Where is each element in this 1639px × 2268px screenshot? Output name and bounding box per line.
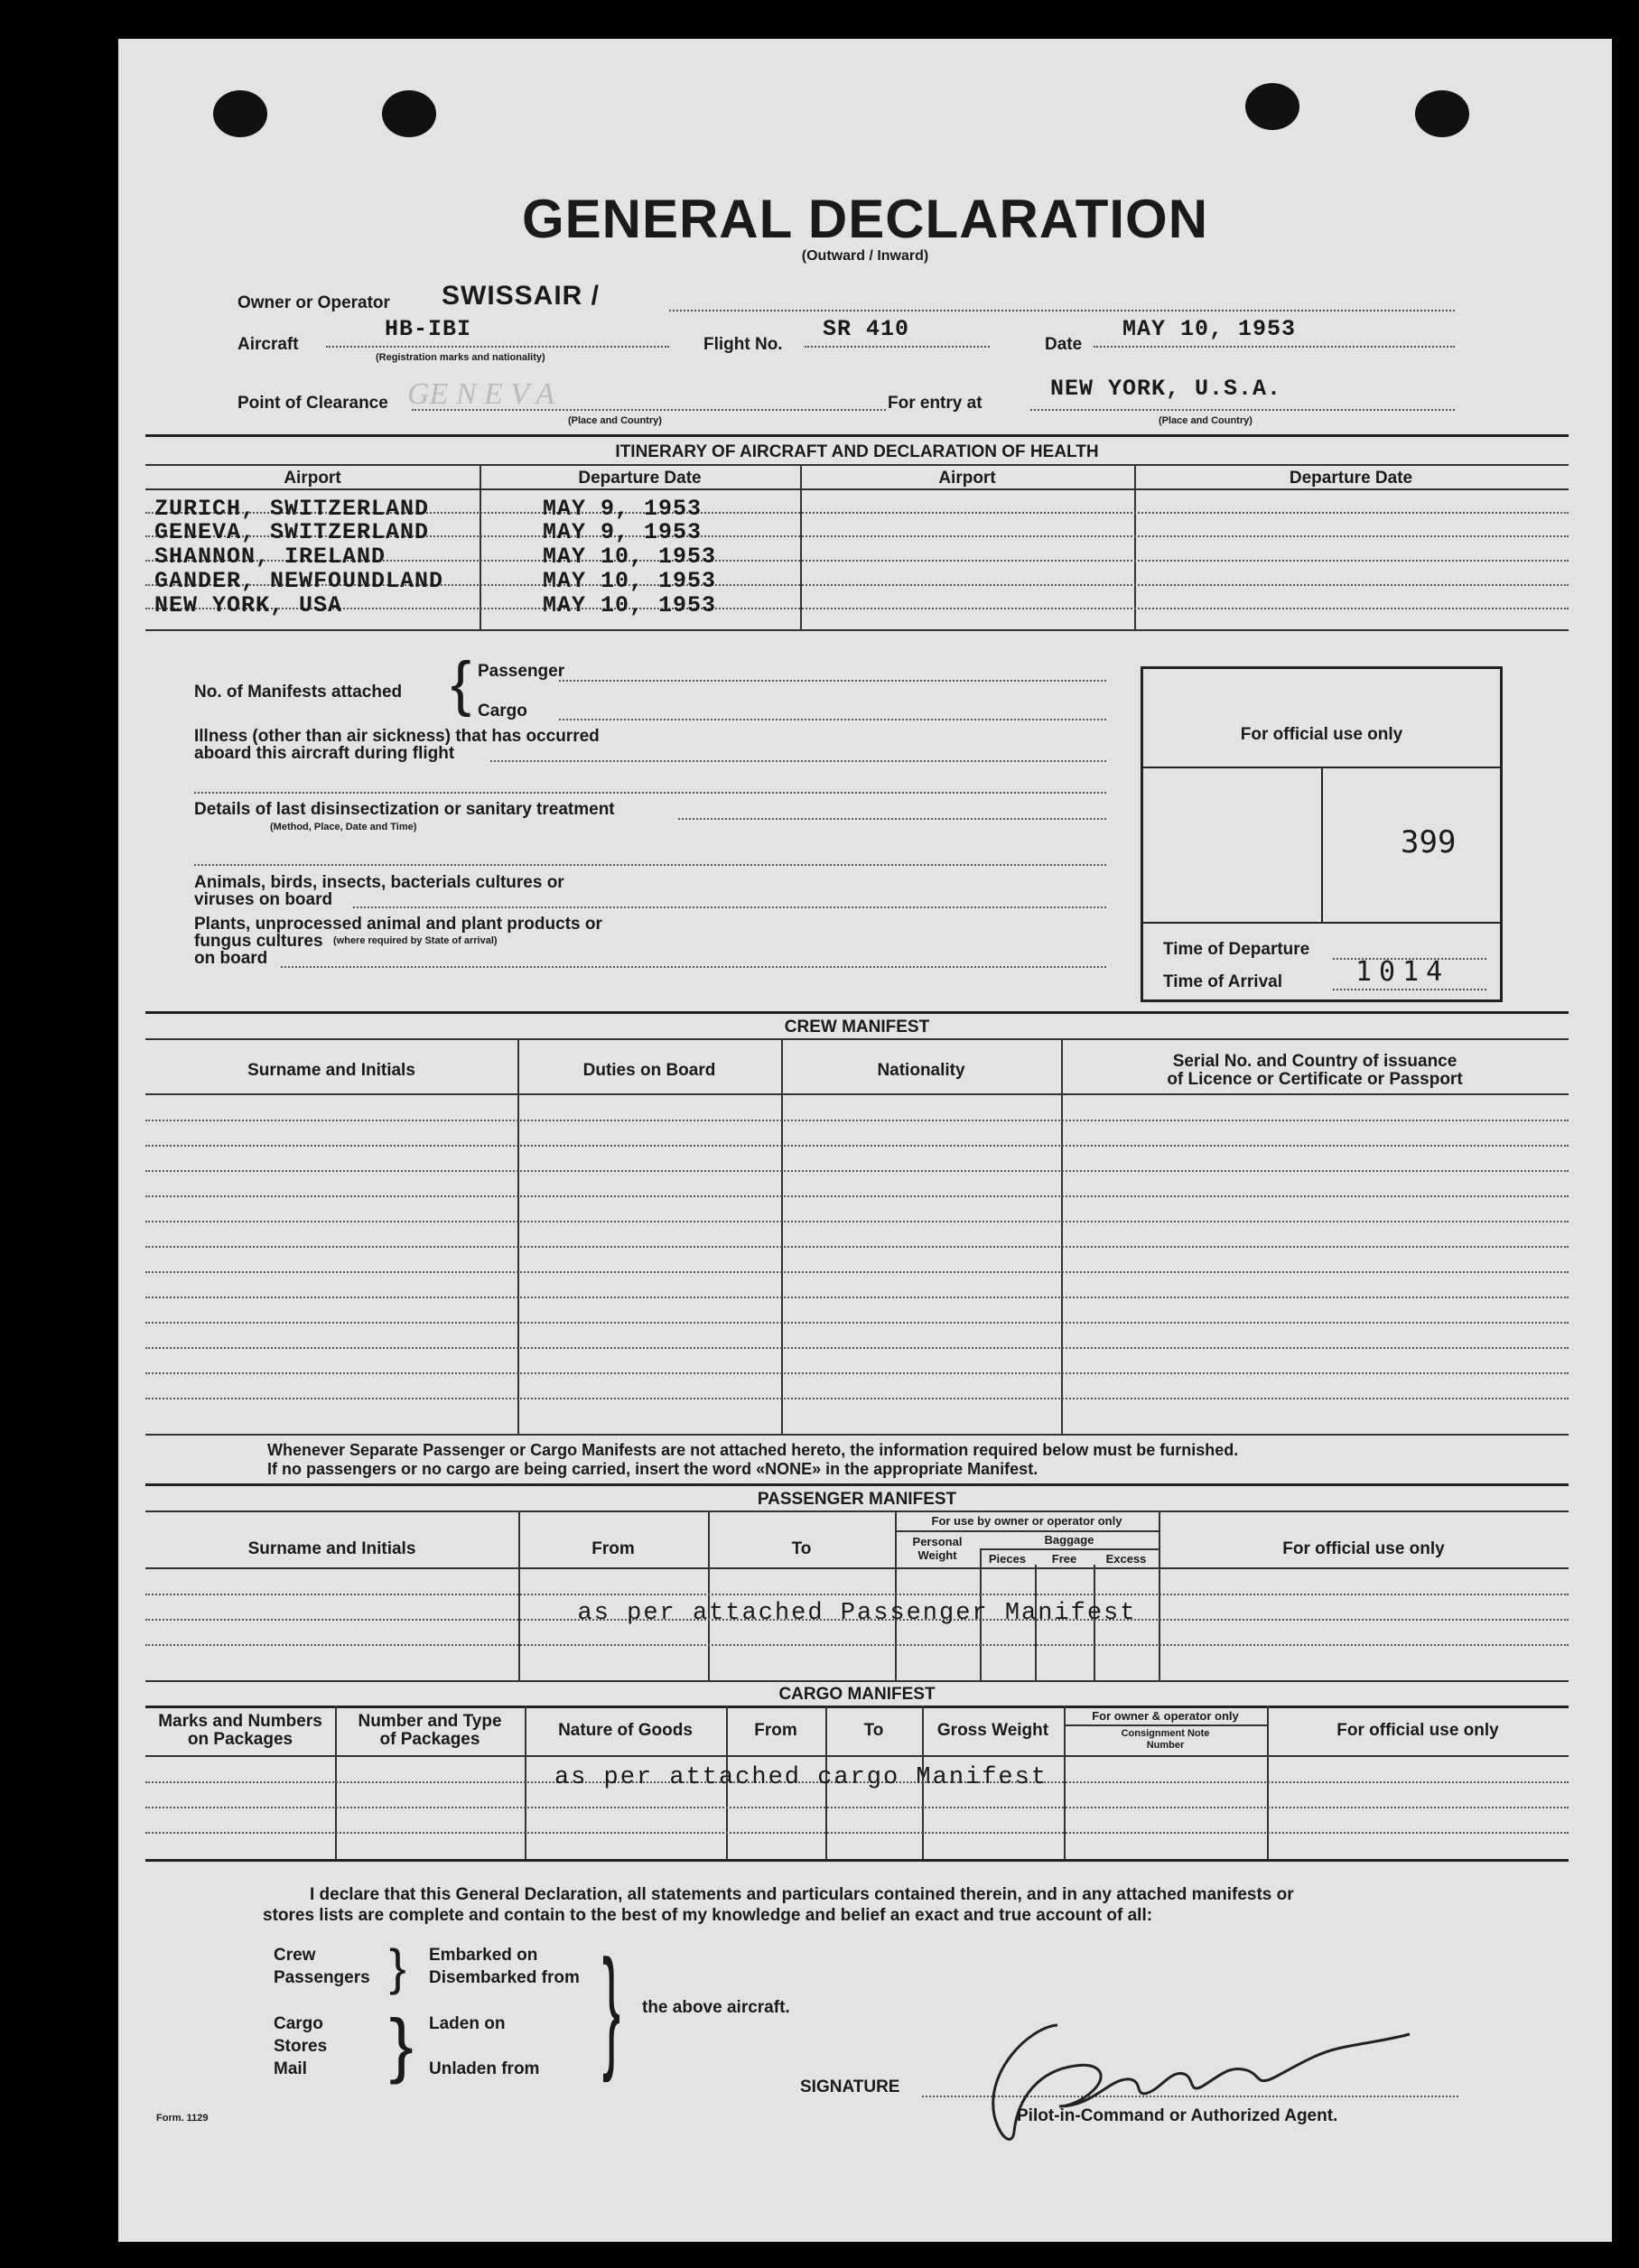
cargo-col-note: Consignment Note	[1121, 1728, 1210, 1739]
signature-label: SIGNATURE	[800, 2077, 900, 2096]
cargo-col-nature: Nature of Goods	[558, 1721, 693, 1740]
date-value: MAY 10, 1953	[1122, 316, 1297, 342]
cargo-col-from: From	[754, 1721, 797, 1740]
crew-heading: CREW MANIFEST	[784, 1018, 930, 1036]
itinerary-col-airport-2: Airport	[938, 469, 996, 488]
passenger-manifest-note: as per attached Passenger Manifest	[577, 1600, 1137, 1627]
declaration-line-1: I declare that this General Declaration, all statements and particulars contained therein, and in any attached manifests or	[310, 1885, 1294, 1904]
cargo-col-number: Number and Type	[358, 1712, 502, 1731]
itinerary-row-airport: GANDER, NEWFOUNDLAND	[154, 568, 444, 594]
flight-label: Flight No.	[703, 335, 783, 354]
aircraft-value: HB-IBI	[385, 316, 472, 342]
notice-line-1: Whenever Separate Passenger or Cargo Manifests are not attached hereto, the information required below must be furnished.	[267, 1441, 1239, 1459]
signature-caption: Pilot-in-Command or Authorized Agent.	[1017, 2106, 1338, 2125]
itinerary-row-date: MAY 9, 1953	[543, 496, 703, 522]
flight-line	[805, 346, 990, 348]
itinerary-col-airport: Airport	[284, 469, 341, 488]
itinerary-row-airport: GENEVA, SWITZERLAND	[154, 519, 430, 545]
brace-symbol: }	[602, 1931, 621, 2083]
crew-word: Crew	[274, 1946, 316, 1965]
date-label: Date	[1045, 335, 1083, 354]
mail-word: Mail	[274, 2059, 307, 2078]
itinerary-row-airport: NEW YORK, USA	[154, 592, 343, 618]
declaration-form-sheet	[118, 39, 1612, 2242]
form-subtitle: (Outward / Inward)	[801, 248, 929, 264]
departure-time-label: Time of Departure	[1163, 940, 1310, 959]
cargo-col-weight: Gross Weight	[936, 1721, 1049, 1740]
cargo-word: Cargo	[274, 2014, 323, 2033]
plants-caption: (where required by State of arrival)	[333, 935, 498, 946]
form-title: GENERAL DECLARATION	[521, 189, 1209, 249]
crew-col-surname: Surname and Initials	[247, 1061, 415, 1080]
declaration-line-2: stores lists are complete and contain to the best of my knowledge and belief an exact and true account of all:	[263, 1906, 1153, 1925]
clearance-caption: (Place and Country)	[568, 415, 662, 426]
passengers-word: Passengers	[274, 1968, 370, 1987]
plants-label: Plants, unprocessed animal and plant products or	[194, 915, 602, 934]
clearance-value: GE N E V A	[407, 377, 555, 411]
aircraft-line	[326, 346, 669, 348]
unladen-word: Unladen from	[429, 2059, 540, 2078]
illness-label: Illness (other than air sickness) that has occurred	[194, 727, 600, 746]
animals-label-2: viruses on board	[194, 890, 333, 909]
passenger-col-weight-2: Weight	[917, 1548, 957, 1562]
passenger-col-free: Free	[1051, 1552, 1077, 1566]
official-number: 399	[1401, 824, 1457, 860]
embarked-word: Embarked on	[429, 1946, 538, 1965]
owner-label: Owner or Operator	[237, 293, 390, 312]
plants-label-3: on board	[194, 949, 268, 968]
brace-symbol: }	[389, 2004, 414, 2085]
passenger-col-excess: Excess	[1105, 1552, 1147, 1566]
itinerary-row-date: MAY 10, 1953	[543, 568, 717, 594]
arrival-time-value: 1014	[1355, 956, 1450, 988]
aircraft-label: Aircraft	[237, 335, 299, 354]
flight-value: SR 410	[823, 316, 910, 342]
owner-value: SWISSAIR /	[442, 281, 601, 311]
disinsectization-label: Details of last disinsectization or sanitary treatment	[194, 800, 615, 819]
itinerary-row-date: MAY 10, 1953	[543, 592, 717, 618]
cargo-col-owner: For owner & operator only	[1092, 1709, 1239, 1723]
plants-label-2: fungus cultures	[194, 932, 323, 951]
entry-label: For entry at	[888, 394, 982, 413]
disinsectization-caption: (Method, Place, Date and Time)	[270, 822, 417, 832]
passenger-col-to: To	[791, 1539, 812, 1558]
passenger-heading: PASSENGER MANIFEST	[757, 1490, 957, 1509]
owner-line	[669, 310, 1455, 311]
entry-caption: (Place and Country)	[1159, 415, 1253, 426]
arrival-time-label: Time of Arrival	[1163, 972, 1282, 991]
notice-line-2: If no passengers or no cargo are being carried, insert the word «NONE» in the appropriate Manifest.	[267, 1460, 1038, 1478]
stores-word: Stores	[274, 2037, 328, 2056]
laden-word: Laden on	[429, 2014, 506, 2033]
cargo-col-to: To	[863, 1721, 884, 1740]
passenger-col-owner: For use by owner or operator only	[931, 1514, 1122, 1528]
manifests-label: No. of Manifests attached	[194, 683, 403, 702]
itinerary-col-date: Departure Date	[578, 469, 702, 488]
itinerary-row-date: MAY 10, 1953	[543, 544, 717, 570]
punch-hole	[1415, 90, 1469, 137]
cargo-col-marks-2: on Packages	[187, 1730, 293, 1749]
date-line	[1094, 346, 1455, 348]
disembarked-word: Disembarked from	[429, 1968, 580, 1987]
cargo-col-note-2: Number	[1146, 1740, 1185, 1751]
passenger-col-from: From	[591, 1539, 635, 1558]
crew-col-licence: of Licence or Certificate or Passport	[1167, 1070, 1463, 1089]
passenger-col-surname: Surname and Initials	[247, 1539, 416, 1558]
illness-label-2: aboard this aircraft during flight	[194, 744, 455, 763]
brace-symbol: }	[389, 1938, 406, 1995]
punch-hole	[213, 90, 267, 137]
itinerary-col-date-2: Departure Date	[1289, 469, 1413, 488]
entry-line	[1030, 409, 1455, 411]
cargo-col-official: For official use only	[1336, 1721, 1499, 1740]
passenger-col-baggage: Baggage	[1044, 1533, 1094, 1547]
punch-hole	[1245, 83, 1299, 130]
punch-hole	[382, 90, 436, 137]
crew-col-duties: Duties on Board	[582, 1061, 716, 1080]
aircraft-caption: (Registration marks and nationality)	[376, 352, 545, 363]
form-number: Form. 1129	[156, 2113, 209, 2124]
cargo-heading: CARGO MANIFEST	[778, 1685, 936, 1704]
itinerary-row-date: MAY 9, 1953	[543, 519, 703, 545]
passenger-col-official: For official use only	[1282, 1539, 1445, 1558]
passenger-manifest-label: Passenger	[478, 662, 565, 681]
brace-symbol: {	[451, 649, 471, 718]
passenger-col-weight: Personal	[912, 1535, 963, 1548]
cargo-col-number-2: of Packages	[379, 1730, 480, 1749]
cargo-manifest-label: Cargo	[478, 702, 527, 720]
entry-value: NEW YORK, U.S.A.	[1050, 376, 1282, 402]
official-use-box	[1141, 666, 1503, 1002]
crew-col-serial: Serial No. and Country of issuance	[1172, 1052, 1457, 1071]
crew-col-nationality: Nationality	[877, 1061, 965, 1080]
cargo-manifest-note: as per attached cargo Manifest	[554, 1764, 1048, 1791]
clearance-line	[412, 409, 886, 411]
official-use-heading: For official use only	[1240, 725, 1403, 744]
itinerary-row-airport: SHANNON, IRELAND	[154, 544, 386, 570]
itinerary-heading: ITINERARY OF AIRCRAFT AND DECLARATION OF HEALTH	[615, 442, 1099, 461]
clearance-label: Point of Clearance	[237, 394, 388, 413]
itinerary-row-airport: ZURICH, SWITZERLAND	[154, 496, 430, 522]
passenger-col-pieces: Pieces	[988, 1552, 1027, 1566]
cargo-col-marks: Marks and Numbers	[158, 1712, 322, 1731]
above-aircraft-text: the above aircraft.	[642, 1998, 790, 2017]
animals-label: Animals, birds, insects, bacterials cultures or	[194, 873, 564, 892]
